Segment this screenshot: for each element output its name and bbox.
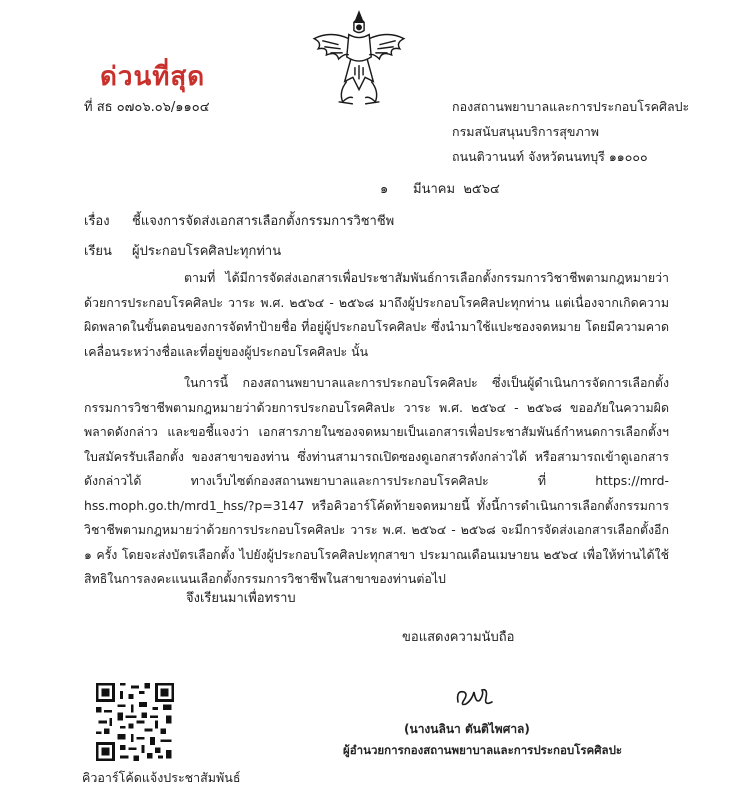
handwritten-signature-icon <box>452 682 502 712</box>
urgency-stamp: ด่วนที่สุด <box>100 62 206 92</box>
signer-position: ผู้อำนวยการกองสถานพยาบาลและการประกอบโรคศิลปะ <box>343 743 623 757</box>
body-paragraph-1: ตามที่ ได้มีการจัดส่งเอกสารเพื่อประชาสัมพันธ์การเลือกตั้งกรรมการวิชาชีพตามกฎหมายว่าด้วยการประกอบโรคศิลปะ วาระ พ.ศ. ๒๕๖๔ - ๒๕๖๘ มาถึงผู้ประกอบโรคศิลปะทุกท่าน แต่เนื่องจากเกิดความผิดพลาดในขั้นตอนของการจัดทำป้ายชื่อ ที่อยู่ผู้ประกอบโรคศิลปะ ซึ่งนำมาใช้แปะซองจดหมาย โดยมีความคาดเคลื่อนระหว่างชื่อและที่อยู่ของผู้ประกอบโรคศิลปะ นั้น <box>84 270 669 359</box>
signer-name: (นางนลินา ตันติไพศาล) <box>404 722 530 736</box>
sender-department: กองสถานพยาบาลและการประกอบโรคศิลปะ <box>452 99 690 114</box>
garuda-emblem-icon <box>308 8 410 110</box>
qr-caption: คิวอาร์โค้ดแจ้งประชาสัมพันธ์ <box>82 770 241 785</box>
letter-date: ๑ มีนาคม ๒๕๖๔ <box>380 182 500 197</box>
subject-text: ชี้แจงการจัดส่งเอกสารเลือกตั้งกรรมการวิชาชีพ <box>132 214 395 229</box>
recipient-label: เรียน <box>84 244 112 259</box>
body-paragraph-2: ในการนี้ กองสถานพยาบาลและการประกอบโรคศิลปะ ซึ่งเป็นผู้ดำเนินการจัดการเลือกตั้งกรรมการวิชาชีพตามกฎหมายว่าด้วยการประกอบโรคศิลปะ วาระ พ.ศ. ๒๕๖๔ - ๒๕๖๘ ขออภัยในความผิดพลาดดังกล่าว และขอชี้แจงว่า เอกสารภายในซองจดหมายเป็นเอกสารเพื่อประชาสัมพันธ์กำหนดการเลือกตั้งฯ ใบสมัครรับเลือกตั้ง ของสาขาของท่าน ซึ่งท่านสามารถเปิดซองดูเอกสารดังกล่าวได้ หรือสามารถเข้าดูเอกสารดังกล่าวได้ ทางเว็บไซต์กองสถานพยาบาลและการประกอบโรคศิลปะ ที่ https://mrd-hss.moph.go.th/mrd1_hss/?p=3147 หรือคิวอาร์โค้ดท้ายจดหมายนี้ ทั้งนี้การดำเนินการเลือกตั้งกรรมการวิชาชีพตามกฎหมายว่าด้วยการประกอบโรคศิลปะ วาระ พ.ศ. ๒๕๖๔ - ๒๕๖๘ จะมีการจัดส่งเอกสารเลือกตั้งอีก ๑ ครั้ง โดยจะส่งบัตรเลือกตั้ง ไปยังผู้ประกอบโรคศิลปะทุกสาขา ประมาณเดือนเมษายน ๒๕๖๔ เพื่อให้ท่านได้ใช้สิทธิในการลงคะแนนเลือกตั้งกรรมการวิชาชีพในสาขาของท่านต่อไป <box>84 375 669 586</box>
qr-code-icon[interactable] <box>96 683 174 761</box>
recipient-text: ผู้ประกอบโรคศิลปะทุกท่าน <box>132 244 282 259</box>
document-number: ที่ สธ ๐๗๐๖.๐๖/๑๑๐๔ <box>84 100 210 115</box>
sender-address: ถนนติวานนท์ จังหวัดนนทบุรี ๑๑๐๐๐ <box>452 149 648 164</box>
closing-request: จึงเรียนมาเพื่อทราบ <box>186 591 296 606</box>
sender-ministry: กรมสนับสนุนบริการสุขภาพ <box>452 124 599 139</box>
closing-regards: ขอแสดงความนับถือ <box>402 630 515 645</box>
subject-label: เรื่อง <box>84 214 110 229</box>
